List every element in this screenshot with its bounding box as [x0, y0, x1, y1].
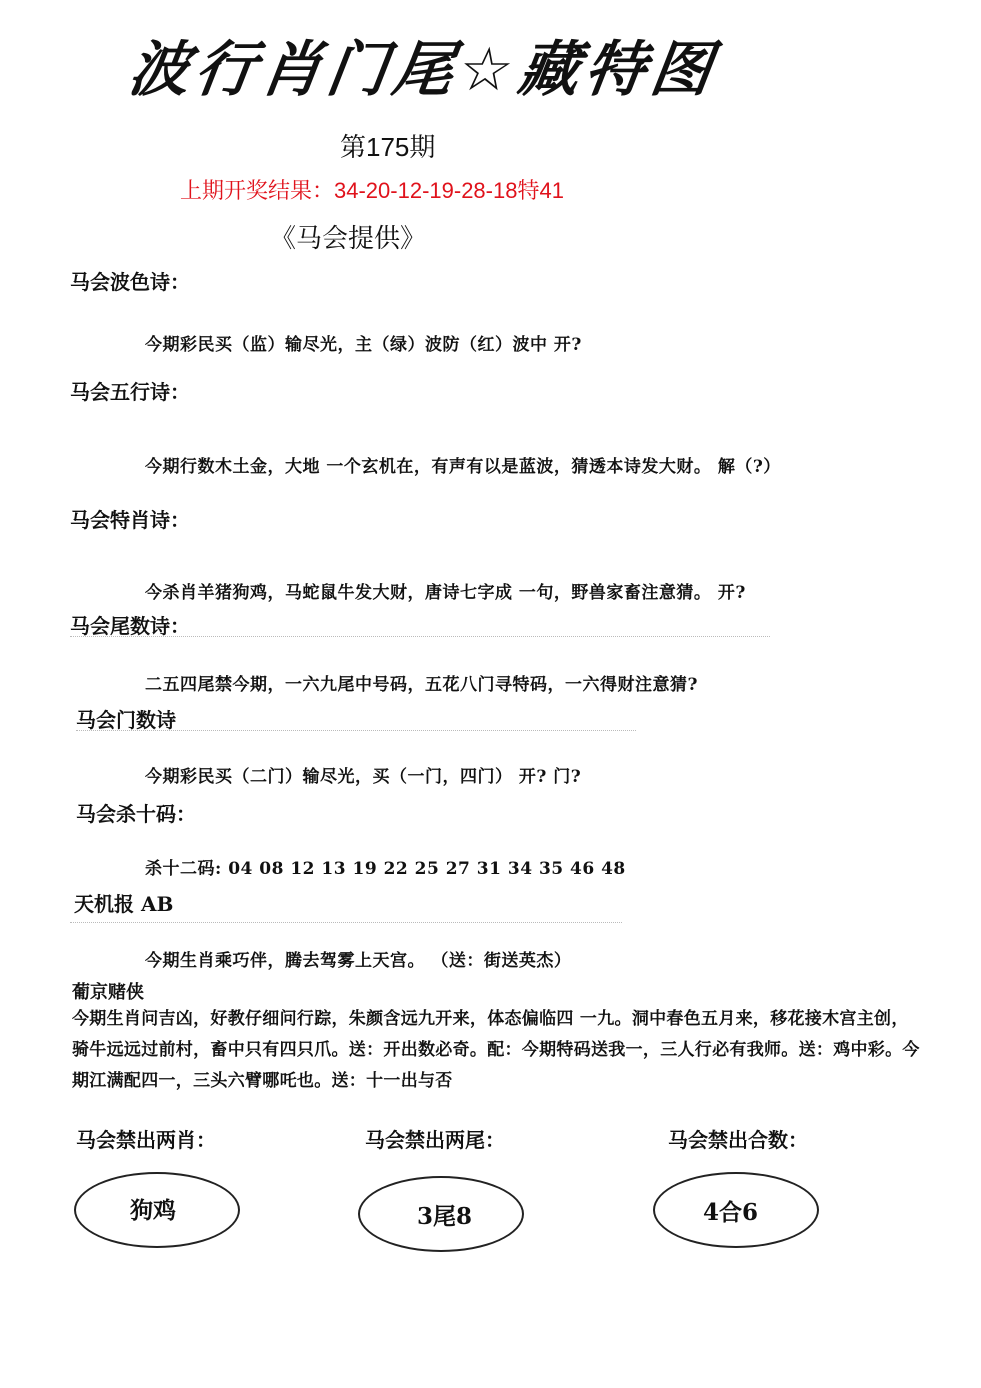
section-text-kill-numbers: 杀十二码: 04 08 12 13 19 22 25 27 31 34 35 46 48	[145, 859, 626, 879]
section-heading-tail-number: 马会尾数诗：	[70, 614, 190, 638]
divider-line	[70, 922, 622, 923]
page-title: 波行肖门尾☆藏特图	[124, 35, 723, 105]
divider-line	[76, 730, 636, 731]
section-heading-kill-numbers: 马会杀十码：	[76, 802, 196, 826]
puzhou-paragraph: 今期生肖问吉凶，好教仔细问行踪，朱颜含远九开来，体态偏临四 一九。洞中春色五月来，移花接木宫主创，骑牛远远过前村，畜中只有四只爪。送：开出数必奇。配：今期特码送我一，三人行必有我师。送：鸡中彩。今期江满配四一，三头六臂哪吒也。送：十一出与否	[72, 1009, 920, 1091]
provider-label: 《马会提供》	[270, 224, 427, 254]
section-heading-wave-color: 马会波色诗：	[70, 270, 190, 294]
oval-value-zodiac: 狗鸡	[130, 1197, 176, 1224]
footer-label-sum: 马会禁出合数：	[668, 1128, 808, 1152]
section-text-tail-number: 二五四尾禁今期，一六九尾中号码，五花八门寻特码，一六得财注意猜?	[145, 675, 698, 695]
section-text-gate-number: 今期彩民买（二门）输尽光，买（一门，四门） 开? 门?	[145, 767, 582, 787]
issue-number: 第175期	[340, 132, 436, 162]
section-text-tianji: 今期生肖乘巧伴，腾去驾雾上天宫。 （送：街送英杰）	[145, 951, 572, 971]
puzhou-heading: 葡京赌侠	[72, 982, 144, 1003]
oval-value-sum: 4合6	[703, 1199, 759, 1226]
section-heading-five-elements: 马会五行诗：	[70, 380, 190, 404]
oval-value-tail: 3尾8	[417, 1203, 473, 1230]
last-result: 上期开奖结果：34-20-12-19-28-18特41	[180, 178, 564, 203]
section-text-wave-color: 今期彩民买（监）输尽光，主（绿）波防（红）波中 开?	[145, 335, 582, 355]
footer-label-zodiac: 马会禁出两肖：	[76, 1128, 216, 1152]
divider-line	[70, 636, 770, 637]
footer-label-tail: 马会禁出两尾：	[365, 1128, 505, 1152]
section-text-zodiac: 今杀肖羊猪狗鸡，马蛇鼠牛发大财，唐诗七字成 一句，野兽家畜注意猜。 开?	[145, 583, 746, 603]
section-heading-zodiac: 马会特肖诗：	[70, 508, 190, 532]
section-heading-tianji: 天机报 AB	[74, 892, 174, 916]
section-text-five-elements: 今期行数木土金，大地 一个玄机在，有声有以是蓝波，猜透本诗发大财。 解（?）	[145, 457, 781, 477]
section-heading-gate-number: 马会门数诗	[76, 708, 176, 732]
